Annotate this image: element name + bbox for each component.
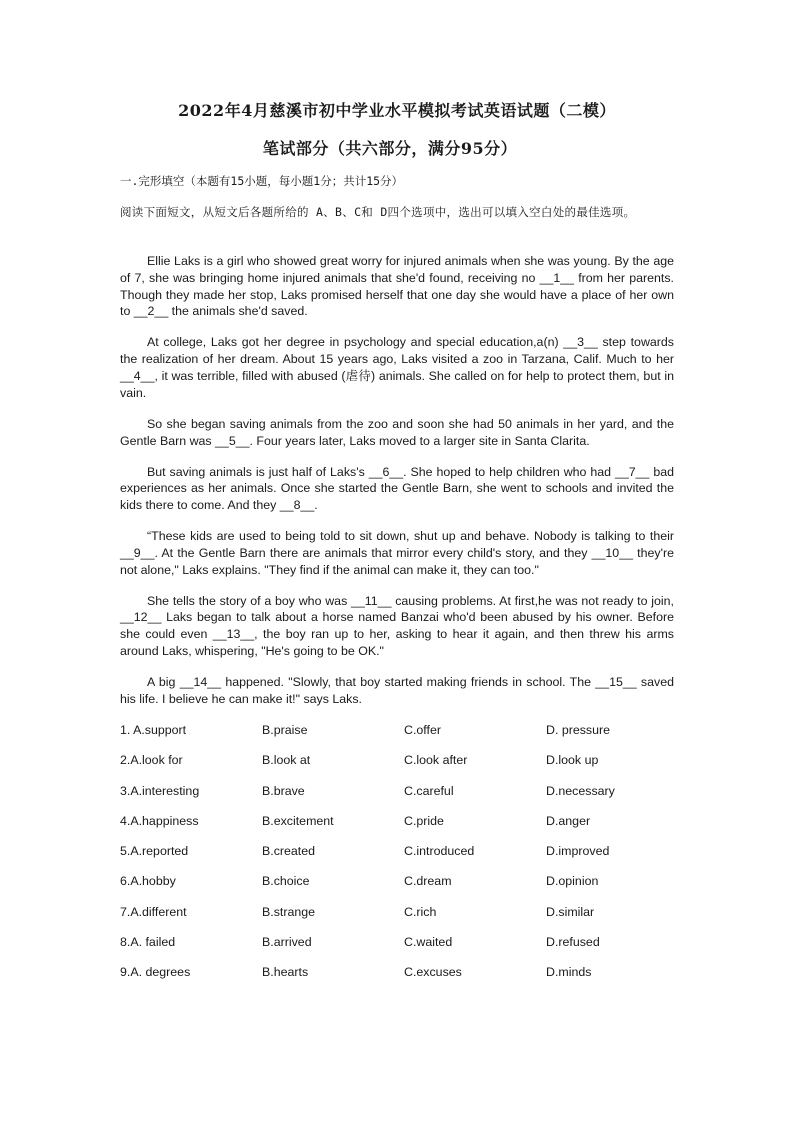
option-a: 2.A.look for <box>120 753 183 768</box>
option-c: C.introduced <box>404 844 475 859</box>
option-b: B.choice <box>262 874 310 889</box>
option-d: D.refused <box>546 935 600 950</box>
passage-paragraph: At college, Laks got her degree in psychology and special education,a(n) __3__ step towards the realization of her dream. About 15 years ago, Laks visited a zoo in Tarzana, Calif. Much to her __4__, it was terrible, filled with abused (虐待) animals. She called on for help to protect them, but in vain. <box>120 335 674 400</box>
exam-subtitle: 笔试部分（共六部分，满分95分） <box>262 139 518 158</box>
option-d: D.opinion <box>546 874 599 889</box>
option-a: 5.A.reported <box>120 844 189 859</box>
option-row <box>120 753 700 783</box>
passage-paragraph: A big __14__ happened. "Slowly, that boy started making friends in school. The __15__ saved his life. I believe he can make it!" says Laks. <box>120 675 674 706</box>
option-b: B.strange <box>262 904 316 919</box>
option-d: D.necessary <box>546 783 615 798</box>
passage-paragraph: Ellie Laks is a girl who showed great worry for injured animals when she was young. By the age of 7, she was bringing home injured animals that she'd found, receiving no __1__ from her parents. Though they made her stop, Laks promised herself that one day she would have a place of her own to __2__ the animals she'd saved. <box>120 254 674 319</box>
option-d: D.minds <box>546 965 592 980</box>
passage-paragraph: She tells the story of a boy who was __11__ causing problems. At first,he was not ready to join, __12__ Laks began to talk about a horse named Banzai who'd been abused by his owner. Before she could even __13__, the boy ran up to her, asking to hear it again, and then threw his arms around Laks, whispering, "He's going to be OK." <box>120 593 674 659</box>
option-c: C.dream <box>404 874 452 889</box>
option-d: D.improved <box>546 844 610 859</box>
section-directions: 阅读下面短文，从短文后各题所给的 A、B、C和 D四个选项中，选出可以填入空白处的最佳选项。 <box>120 205 636 219</box>
option-row <box>120 784 700 814</box>
option-c: C.look after <box>404 753 468 768</box>
exam-title: 2022年4月慈溪市初中学业水平模拟考试英语试题（二模） <box>178 101 616 120</box>
option-row <box>120 905 700 935</box>
option-a: 9.A. degrees <box>120 965 191 980</box>
option-a: 4.A.happiness <box>120 813 199 828</box>
passage-paragraph: But saving animals is just half of Laks's __6__. She hoped to help children who had __7__ bad experiences as her animals. Once she started the Gentle Barn, she went to schools and invited the kids there to come. And they __8__. <box>120 464 674 513</box>
option-b: B.look at <box>262 753 311 768</box>
option-row <box>120 814 700 844</box>
option-b: B.brave <box>262 783 305 798</box>
option-row <box>120 965 700 995</box>
section-heading: 一.完形填空（本题有15小题，每小题1分；共计15分） <box>120 174 404 188</box>
option-d: D.anger <box>546 813 591 828</box>
option-b: B.created <box>262 844 316 859</box>
option-c: C.rich <box>404 904 437 919</box>
answer-options <box>120 723 700 996</box>
option-row <box>120 874 700 904</box>
option-a: 6.A.hobby <box>120 874 176 889</box>
option-b: B.praise <box>262 723 308 737</box>
option-a: 8.A. failed <box>120 935 176 950</box>
option-b: B.excitement <box>262 813 334 828</box>
option-d: D.look up <box>546 753 599 768</box>
option-row <box>120 935 700 965</box>
passage-paragraph: “These kids are used to being told to sit down, shut up and behave. Nobody is talking to their __9__. At the Gentle Barn there are animals that mirror every child's story, and they __10__ they're not alone," Laks explains. "They find if the animal can make it, they can too." <box>120 529 674 577</box>
option-b: B.arrived <box>262 935 312 950</box>
option-d: D.similar <box>546 904 595 919</box>
option-c: C.offer <box>404 723 441 737</box>
passage-paragraph: So she began saving animals from the zoo and soon she had 50 animals in her yard, and the Gentle Barn was __5__. Four years later, Laks moved to a larger site in Santa Clarita. <box>120 416 674 448</box>
option-row <box>120 723 700 753</box>
option-row <box>120 844 700 874</box>
option-a: 3.A.interesting <box>120 783 200 798</box>
option-a: 7.A.different <box>120 904 187 919</box>
option-c: C.excuses <box>404 965 462 980</box>
option-c: C.pride <box>404 813 444 828</box>
cloze-passage <box>120 253 674 722</box>
option-d: D. pressure <box>546 723 611 737</box>
option-c: C.waited <box>404 935 453 950</box>
option-b: B.hearts <box>262 965 309 980</box>
option-c: C.careful <box>404 783 454 798</box>
option-a: 1. A.support <box>120 723 187 737</box>
